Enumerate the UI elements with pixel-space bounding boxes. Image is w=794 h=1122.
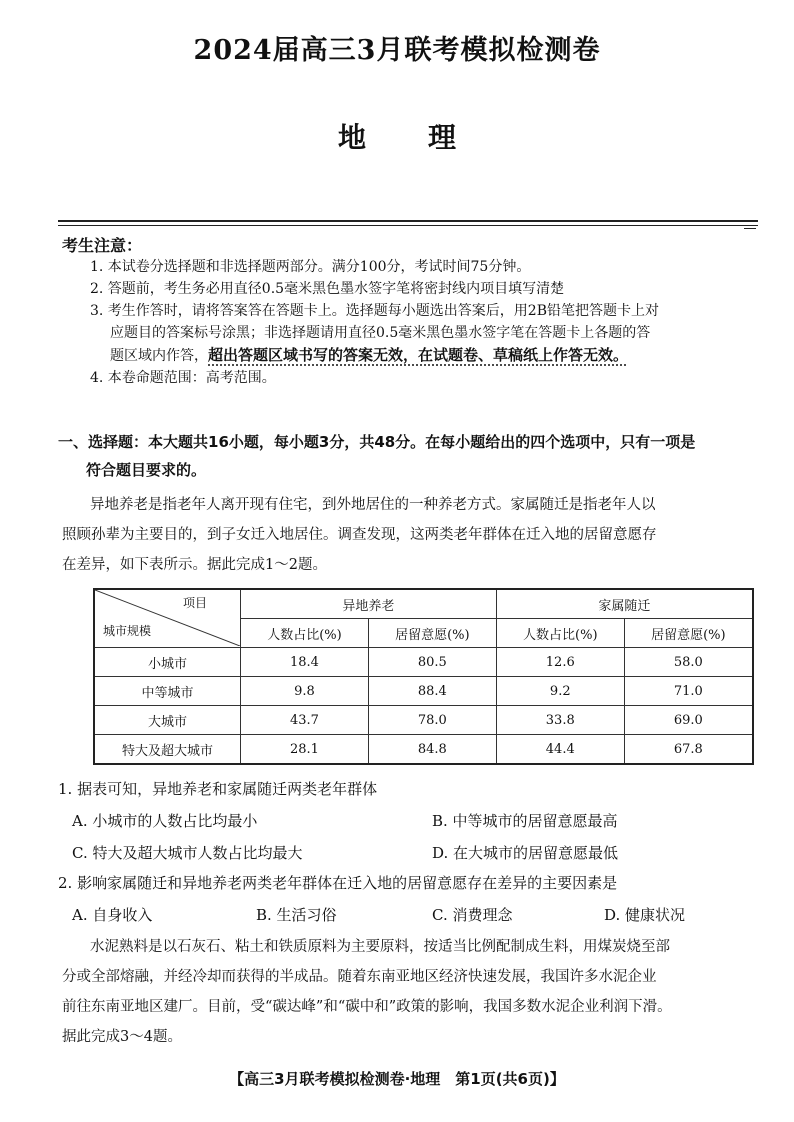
passage-2-line1: 水泥熟料是以石灰石、粘土和铁质原料为主要原料，按适当比例配制成生料，用煤炭烧至部 <box>90 939 670 955</box>
passage-1-line3: 在差异，如下表所示。据此完成1～2题。 <box>62 557 327 573</box>
passage-1-line1: 异地养老是指老年人离开现有住宅，到外地居住的一种养老方式。家属随迁是指老年人以 <box>90 497 656 513</box>
q1-option-a: A. 小城市的人数占比均最小 <box>72 812 258 830</box>
table-row <box>94 648 753 677</box>
notice-item-3-cont: 应题目的答案标号涂黑；非选择题请用直径0.5毫米黑色墨水签字笔在答题卡上各题的答 <box>110 325 651 341</box>
table-cell: 43.7 <box>241 706 369 735</box>
q2-option-d: D. 健康状况 <box>604 906 686 924</box>
passage-2-line4: 据此完成3～4题。 <box>62 1029 182 1045</box>
table-cell: 80.5 <box>368 648 496 677</box>
q2-option-b: B. 生活习俗 <box>256 906 337 924</box>
question-1-stem: 1. 据表可知，异地养老和家属随迁两类老年群体 <box>58 780 378 798</box>
table-cell: 67.8 <box>624 735 753 765</box>
passage-2-line3: 前往东南亚地区建厂。目前，受“碳达峰”和“碳中和”政策的影响，我国多数水泥企业利润下滑。 <box>62 999 672 1015</box>
passage-2 <box>62 932 768 1052</box>
table-row <box>94 677 753 706</box>
table-cell: 69.0 <box>624 706 753 735</box>
table-cell: 12.6 <box>496 648 624 677</box>
exam-title: 2024届高三3月联考模拟检测卷 <box>193 35 601 66</box>
q1-option-b: B. 中等城市的居留意愿最高 <box>432 812 618 830</box>
passage-1 <box>62 490 768 580</box>
table-cell: 88.4 <box>368 677 496 706</box>
row-label: 大城市 <box>94 706 241 735</box>
row-label: 中等城市 <box>94 677 241 706</box>
section-heading-line2: 符合题目要求的。 <box>86 461 207 479</box>
page-footer: 【高三3月联考模拟检测卷·地理 第1页(共6页)】 <box>229 1070 565 1088</box>
table-cell: 28.1 <box>241 735 369 765</box>
header-rule-thick <box>58 220 758 222</box>
section-heading <box>58 428 770 484</box>
table-cell: 9.8 <box>241 677 369 706</box>
sub-header-2: 居留意愿(%) <box>368 619 496 648</box>
q1-option-d: D. 在大城市的居留意愿最低 <box>432 844 619 862</box>
notice-emphasis: 超出答题区域书写的答案无效，在试题卷、草稿纸上作答无效。 <box>208 346 629 364</box>
sub-header-4: 居留意愿(%) <box>624 619 753 648</box>
table-cell: 71.0 <box>624 677 753 706</box>
q1-option-c: C. 特大及超大城市人数占比均最大 <box>72 844 303 862</box>
table-cell: 58.0 <box>624 648 753 677</box>
table-cell: 84.8 <box>368 735 496 765</box>
table-cell: 44.4 <box>496 735 624 765</box>
q2-option-a: A. 自身收入 <box>72 906 153 924</box>
sub-header-3: 人数占比(%) <box>496 619 624 648</box>
q2-option-c: C. 消费理念 <box>432 906 513 924</box>
question-2-stem: 2. 影响家属随迁和异地养老两类老年群体在迁入地的居留意愿存在差异的主要因素是 <box>58 874 618 892</box>
passage-1-line2: 照顾孙辈为主要目的，到子女迁入地居住。调查发现，这两类老年群体在迁入地的居留意愿存 <box>62 527 657 543</box>
corner-label-top: 项目 <box>183 596 208 610</box>
notice-item-4: 4. 本卷命题范围：高考范围。 <box>90 370 276 386</box>
row-label: 特大及超大城市 <box>94 735 241 765</box>
header-rule-thin <box>58 225 758 226</box>
table-cell: 9.2 <box>496 677 624 706</box>
notice-item-2: 2. 答题前，考生务必用直径0.5毫米黑色墨水签字笔将密封线内项目填写清楚 <box>90 281 565 297</box>
table-cell: 18.4 <box>241 648 369 677</box>
sub-header-1: 人数占比(%) <box>241 619 369 648</box>
table-cell: 33.8 <box>496 706 624 735</box>
corner-label-bottom: 城市规模 <box>103 624 152 638</box>
subject-title: 地理 <box>337 121 518 154</box>
notice-list <box>90 256 770 389</box>
notice-item-3: 3. 考生作答时，请将答案答在答题卡上。选择题每小题选出答案后，用2B铅笔把答题卡上对 <box>90 303 660 319</box>
group-header-1: 异地养老 <box>241 589 497 619</box>
section-heading-line1: 一、选择题：本大题共16小题，每小题3分，共48分。在每小题给出的四个选项中，只有一项是 <box>58 433 696 451</box>
table-cell: 78.0 <box>368 706 496 735</box>
notice-item-3-tail: 题区域内作答， <box>110 348 208 364</box>
group-header-2: 家属随迁 <box>496 589 753 619</box>
table-row <box>94 706 753 735</box>
notice-item-1: 1. 本试卷分选择题和非选择题两部分。满分100分，考试时间75分钟。 <box>90 259 531 275</box>
row-label: 小城市 <box>94 648 241 677</box>
data-table <box>93 588 754 765</box>
notice-heading: 考生注意： <box>62 236 143 255</box>
table-row <box>94 735 753 765</box>
table-corner-cell <box>94 589 241 648</box>
margin-dash <box>744 228 756 229</box>
passage-2-line2: 分或全部熔融，并经冷却而获得的半成品。随着东南亚地区经济快速发展，我国许多水泥企业 <box>62 969 657 985</box>
notice-item-3-cont2 <box>90 344 770 367</box>
